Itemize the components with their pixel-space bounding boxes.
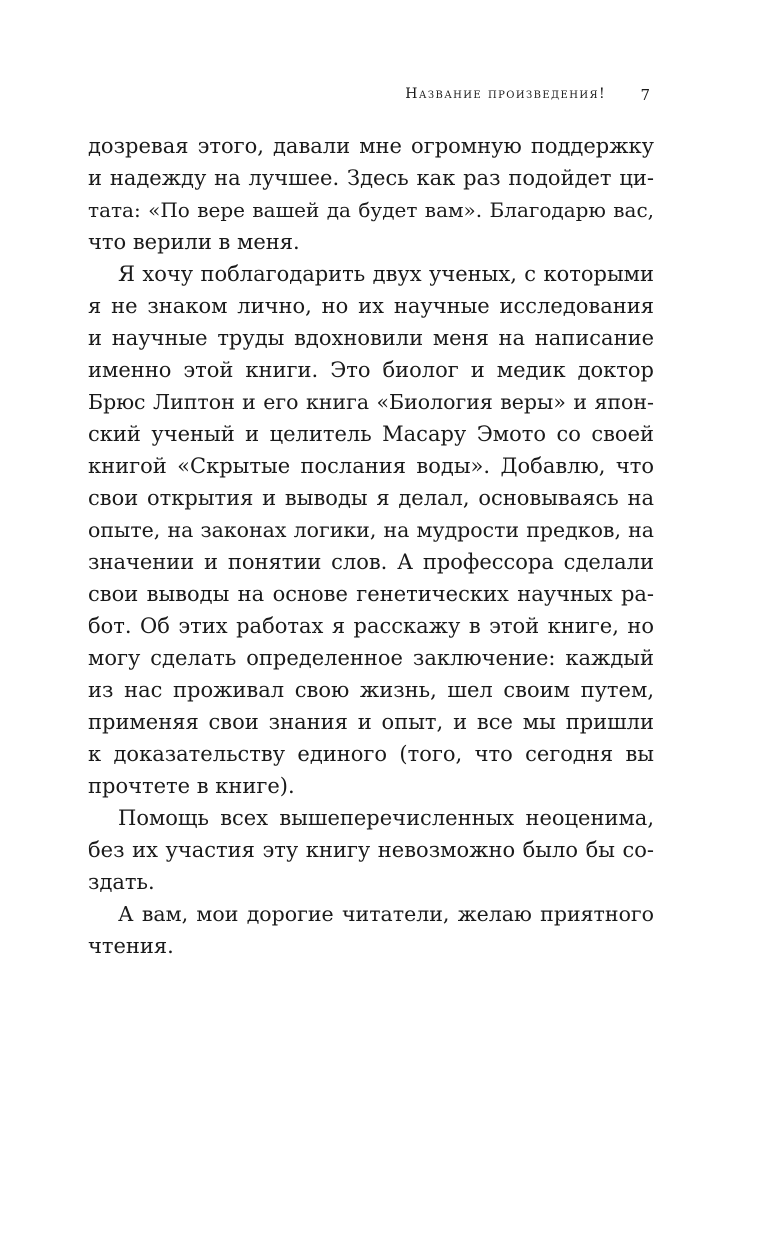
text-line: Помощь всех вышеперечисленных неоценима, [118,806,654,830]
text-line: прочтете в книге). [88,774,295,798]
text-line: к доказательству единого (того, что сегодня вы [88,742,654,766]
paragraph-2 [88,258,654,802]
body-text [88,130,654,962]
paragraph-1 [88,130,654,258]
text-line: опыте, на законах логики, на мудрости предков, на [88,518,654,542]
text-line: значении и понятии слов. А профессора сделали [88,550,654,574]
text-line: здать. [88,870,155,894]
text-line: Я хочу поблагодарить двух ученых, с которыми [118,262,654,286]
text-line: чтения. [88,934,174,958]
text-line: без их участия эту книгу невозможно было бы со- [88,838,654,862]
running-title: Название произведения! [405,86,606,102]
page-number: 7 [640,86,650,104]
text-line: и надежду на лучшее. Здесь как раз подойдет ци- [88,166,654,190]
text-line: и научные труды вдохновили меня на написание [88,326,654,350]
text-line: книгой «Скрытые послания воды». Добавлю, что [88,454,654,478]
paragraph-4 [88,898,654,962]
text-line: могу сделать определенное заключение: каждый [88,646,654,670]
text-line: А вам, мои дорогие читатели, желаю приятного [118,902,654,926]
text-line: бот. Об этих работах я расскажу в этой книге, но [88,614,654,638]
paragraph-3 [88,802,654,898]
text-line: Брюс Липтон и его книга «Биология веры» и япон- [88,390,654,414]
text-line: тата: «По вере вашей да будет вам». Благодарю вас, [88,198,654,222]
text-line: дозревая этого, давали мне огромную поддержку [88,134,654,158]
text-line: свои открытия и выводы я делал, основываясь на [88,486,654,510]
text-line: свои выводы на основе генетических научных ра- [88,582,654,606]
text-line: применяя свои знания и опыт, и все мы пришли [88,710,654,734]
text-line: именно этой книги. Это биолог и медик доктор [88,358,654,382]
text-line: что верили в меня. [88,230,300,254]
text-line: я не знаком лично, но их научные исследования [88,294,654,318]
text-line: из нас проживал свою жизнь, шел своим путем, [88,678,654,702]
text-line: ский ученый и целитель Масару Эмото со своей [88,422,654,446]
running-head [88,86,654,110]
